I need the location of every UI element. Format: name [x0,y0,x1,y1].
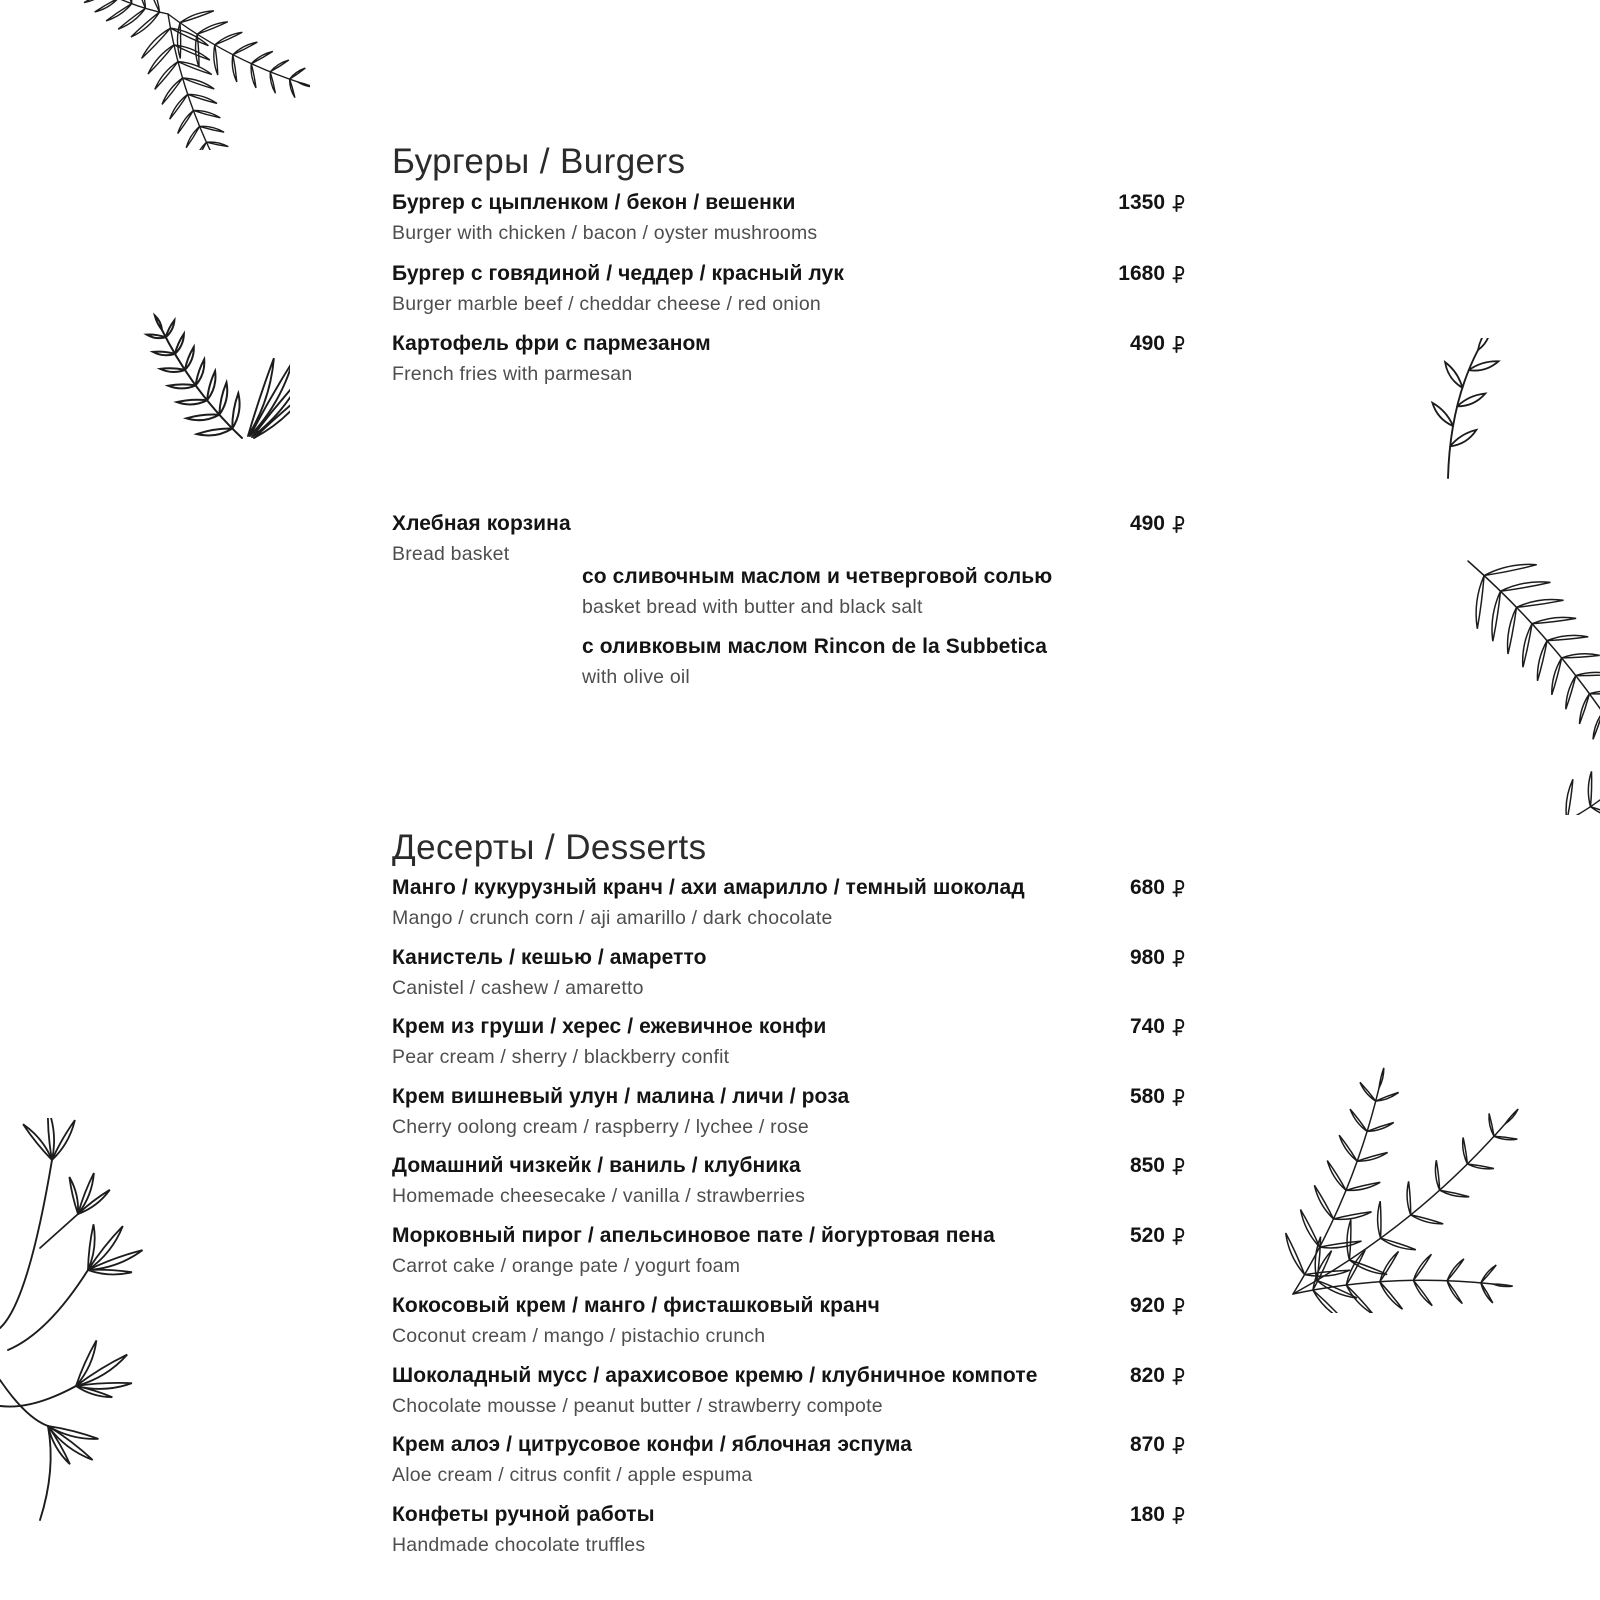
item-price [1130,1361,1185,1391]
price-value: 520 [1129,1224,1165,1247]
ruble-sign-icon [1172,195,1185,212]
ruble-sign-icon [1172,266,1185,283]
item-description: Chocolate mousse / peanut butter / strawberry compote [392,1395,883,1417]
ruble-sign-icon [1172,950,1185,967]
option-description: basket bread with butter and black salt [582,596,923,618]
menu-item [392,259,1185,318]
ruble-sign-icon [1172,1298,1185,1315]
item-price [1130,509,1185,539]
menu-item [392,1291,1185,1350]
item-price [1118,259,1185,289]
section-title-burgers: Бургеры / Burgers [392,142,686,182]
item-name: Морковный пирог / апельсиновое пате / йогуртовая пена [392,1224,995,1247]
fern-leaves-icon [60,0,310,150]
price-value: 820 [1129,1364,1165,1387]
item-price [1130,1430,1185,1460]
ruble-sign-icon [1172,1437,1185,1454]
price-value: 870 [1129,1433,1165,1456]
item-description: Bread basket [392,543,510,565]
item-name: Кокосовый крем / манго / фисташковый кранч [392,1294,880,1317]
menu-item [392,1151,1185,1210]
olive-sprig-icon [1418,338,1508,483]
ruble-sign-icon [1172,1228,1185,1245]
item-price [1130,1151,1185,1181]
item-description: Burger with chicken / bacon / oyster mushrooms [392,222,818,244]
item-price [1118,188,1185,218]
menu-item [392,943,1185,1002]
option-description: with olive oil [582,666,690,688]
menu-item [392,1430,1185,1489]
price-value: 680 [1129,876,1165,899]
menu-item [392,1500,1185,1559]
item-name: Конфеты ручной работы [392,1503,655,1526]
item-description: Mango / crunch corn / aji amarillo / dark chocolate [392,907,833,929]
item-description: Homemade cheesecake / vanilla / strawberries [392,1185,806,1207]
menu-item [392,873,1185,932]
item-description: Aloe cream / citrus confit / apple espuma [392,1464,753,1486]
item-description: Handmade chocolate truffles [392,1534,646,1556]
ruble-sign-icon [1172,1368,1185,1385]
item-name: Крем алоэ / цитрусовое конфи / яблочная эспума [392,1433,912,1456]
option-name: со сливочным маслом и четверговой солью [582,565,1053,588]
item-price [1130,1291,1185,1321]
item-description: Cherry oolong cream / raspberry / lychee / rose [392,1116,809,1138]
item-name: Крем из груши / херес / ежевичное конфи [392,1015,827,1038]
item-description: Canistel / cashew / amaretto [392,977,644,999]
menu-item [392,329,1185,388]
section-title-desserts: Десерты / Desserts [392,828,707,868]
fern-cluster-icon [1245,1058,1540,1313]
price-value: 920 [1129,1294,1165,1317]
item-price [1130,1500,1185,1530]
item-name: Манго / кукурузный кранч / ахи амарилло / темный шоколад [392,876,1025,899]
menu-item [392,1221,1185,1280]
item-name: Хлебная корзина [392,512,571,535]
price-value: 740 [1129,1015,1165,1038]
ruble-sign-icon [1172,880,1185,897]
menu-item [392,1361,1185,1420]
item-name: Бургер с цыпленком / бекон / вешенки [392,191,796,214]
item-price [1130,1221,1185,1251]
menu-item [392,1082,1185,1141]
ruble-sign-icon [1172,516,1185,533]
item-price [1130,329,1185,359]
item-description: Burger marble beef / cheddar cheese / red onion [392,293,821,315]
price-value: 980 [1129,946,1165,969]
item-description: Carrot cake / orange pate / yogurt foam [392,1255,741,1277]
item-price [1130,1082,1185,1112]
item-name: Бургер с говядиной / чеддер / красный лук [392,262,844,285]
ruble-sign-icon [1172,336,1185,353]
menu-item [392,188,1185,247]
price-value: 490 [1129,332,1165,355]
item-name: Картофель фри с пармезаном [392,332,711,355]
ruble-sign-icon [1172,1089,1185,1106]
price-value: 180 [1129,1503,1165,1526]
item-description: Coconut cream / mango / pistachio crunch [392,1325,766,1347]
ruble-sign-icon [1172,1019,1185,1036]
item-name: Домашний чизкейк / ваниль / клубника [392,1154,801,1177]
bread-basket-item [392,509,1185,568]
price-value: 1680 [1118,262,1165,285]
price-value: 850 [1129,1154,1165,1177]
bread-basket-option [582,632,1185,691]
bread-basket-option [582,562,1185,621]
option-name: с оливковым маслом Rincon de la Subbetica [582,635,1047,658]
price-value: 580 [1129,1085,1165,1108]
item-description: Pear cream / sherry / blackberry confit [392,1046,730,1068]
price-value: 490 [1129,512,1165,535]
item-price [1130,873,1185,903]
bamboo-branch-icon [0,1118,175,1538]
feather-leaf-icon [140,310,290,450]
item-name: Крем вишневый улун / малина / личи / роза [392,1085,850,1108]
item-description: French fries with parmesan [392,363,633,385]
item-name: Канистель / кешью / амаретто [392,946,707,969]
menu-item [392,1012,1185,1071]
price-value: 1350 [1118,191,1165,214]
ruble-sign-icon [1172,1507,1185,1524]
ruble-sign-icon [1172,1158,1185,1175]
item-price [1130,1012,1185,1042]
item-price [1130,943,1185,973]
fern-leaf-icon [1440,525,1600,815]
item-name: Шоколадный мусс / арахисовое кремю / клубничное компоте [392,1364,1038,1387]
